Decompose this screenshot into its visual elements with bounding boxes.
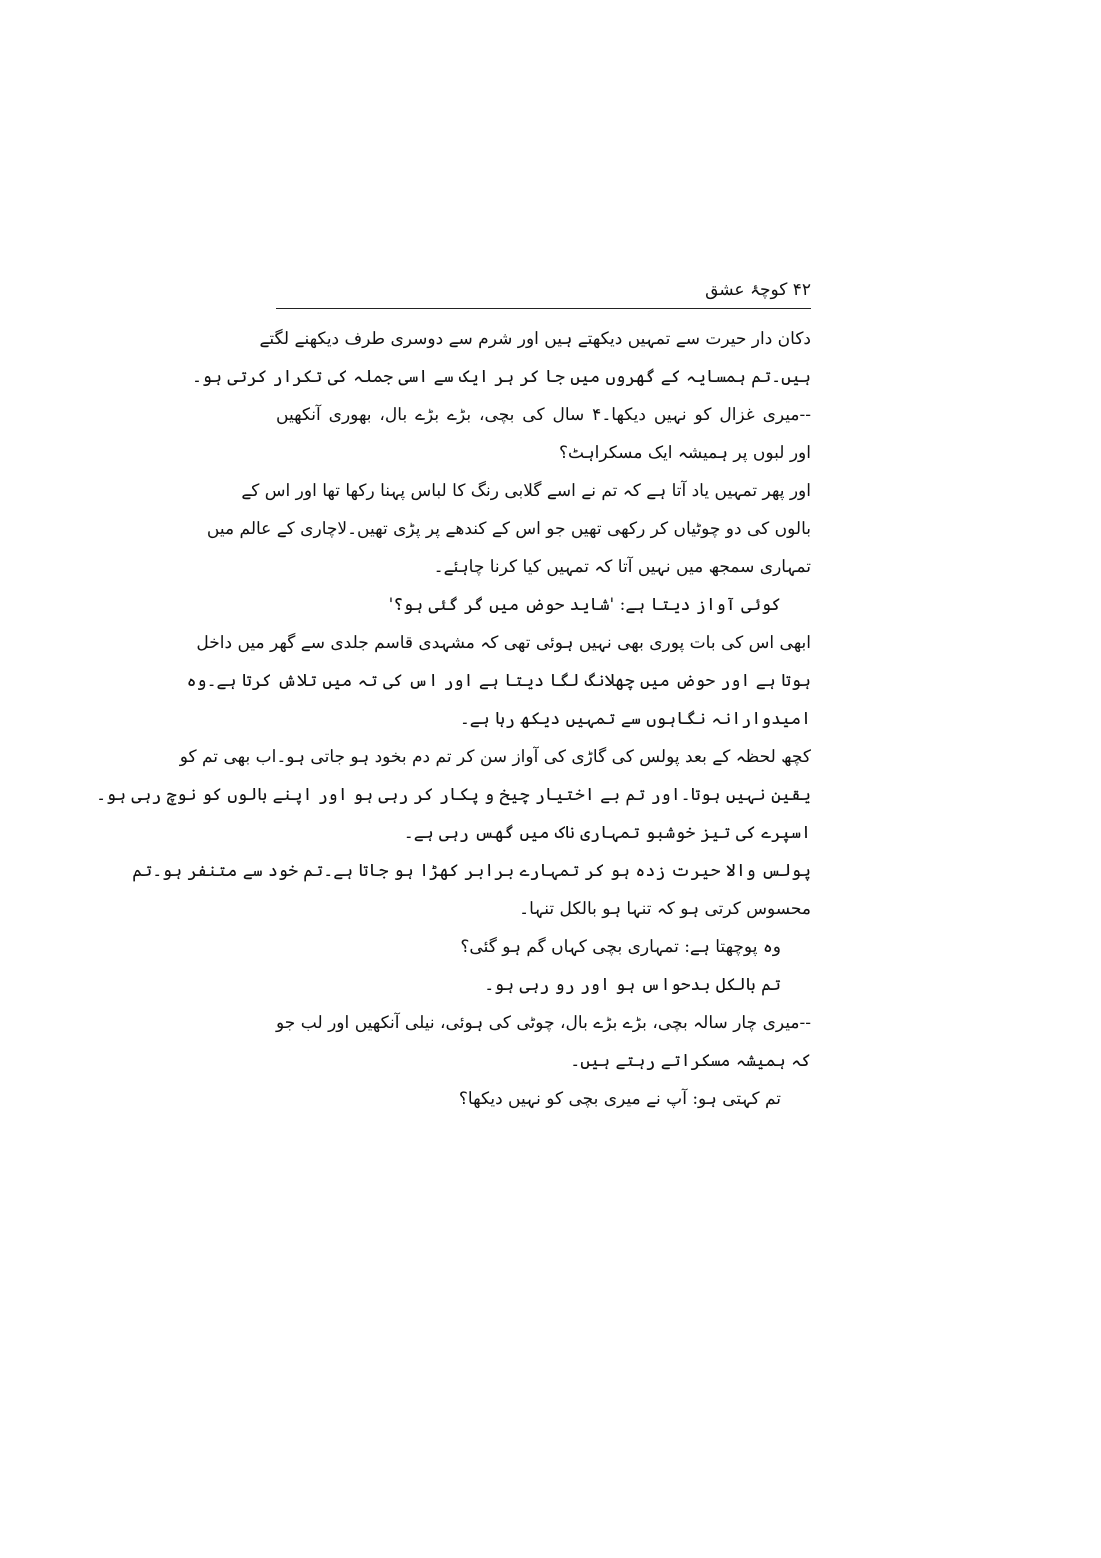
text-line: امیدوارانہ نگاہوں سے تمہیں دیکھ رہا ہے۔ xyxy=(459,709,811,729)
text-line: ہوتا ہے اور حوض میں چھلانگ لگا دیتا ہے اور اس کی تہ میں تلاش کرتا ہے۔وہ xyxy=(186,671,811,691)
header-rule xyxy=(276,308,811,309)
text-line: کوئی آواز دیتا ہے: 'شاید حوض میں گر گئی ہو؟' xyxy=(388,595,781,615)
text-line: ہیں۔تم ہمسایہ کے گھروں میں جا کر ہر ایک سے اسی جملہ کی تکرار کرتی ہو۔ xyxy=(192,367,811,387)
text-line: دکان دار حیرت سے تمہیں دیکھتے ہیں اور شرم سے دوسری طرف دیکھنے لگتے xyxy=(259,329,811,349)
text-line: --میری غزال کو نہیں دیکھا۔۴ سال کی بچی، بڑے بڑے بال، بھوری آنکھیں xyxy=(276,405,811,425)
text-line: وہ پوچھتا ہے: تمہاری بچی کہاں گم ہو گئی؟ xyxy=(460,937,781,957)
text-line: ابھی اس کی بات پوری بھی نہیں ہوئی تھی کہ مشہدی قاسم جلدی سے گھر میں داخل xyxy=(196,633,811,653)
text-line: بالوں کی دو چوٹیاں کر رکھی تھیں جو اس کے کندھے پر پڑی تھیں۔لاچاری کے عالم میں xyxy=(206,519,811,539)
text-line: پولس والا حیرت زدہ ہو کر تمہارے برابر کھڑا ہو جاتا ہے۔تم خود سے متنفر ہو۔تم xyxy=(132,861,811,881)
text-line: محسوس کرتی ہو کہ تنہا ہو بالکل تنہا۔ xyxy=(519,899,811,919)
text-line: اور لبوں پر ہمیشہ ایک مسکراہٹ؟ xyxy=(558,443,811,463)
text-line: اور پھر تمہیں یاد آتا ہے کہ تم نے اسے گلابی رنگ کا لباس پہنا رکھا تھا اور اس کے xyxy=(241,481,811,501)
text-line: تم بالکل بدحواس ہو اور رو رہی ہو۔ xyxy=(484,975,781,995)
text-line: تمہاری سمجھ میں نہیں آتا کہ تمہیں کیا کرنا چاہئے۔ xyxy=(433,557,811,577)
text-line: کہ ہمیشہ مسکراتے رہتے ہیں۔ xyxy=(570,1051,811,1071)
page-number-and-title: ۴۲ کوچۂ عشق xyxy=(705,280,811,300)
text-line: تم کہتی ہو: آپ نے میری بچی کو نہیں دیکھا؟ xyxy=(458,1089,781,1109)
text-line: --میری چار سالہ بچی، بڑے بڑے بال، چوٹی کی ہوئی، نیلی آنکھیں اور لب جو xyxy=(276,1013,811,1033)
text-line: یقین نہیں ہوتا۔اور تم بے اختیار چیخ و پکار کر رہی ہو اور اپنے بالوں کو نوچ رہی ہو۔ xyxy=(96,785,811,805)
body-text xyxy=(96,320,811,1118)
running-header xyxy=(276,278,811,308)
text-line: اسپرے کی تیز خوشبو تمہاری ناک میں گھس رہی ہے۔ xyxy=(403,823,811,843)
text-line: کچھ لحظہ کے بعد پولس کی گاڑی کی آواز سن کر تم دم بخود ہو جاتی ہو۔اب بھی تم کو xyxy=(179,747,811,767)
